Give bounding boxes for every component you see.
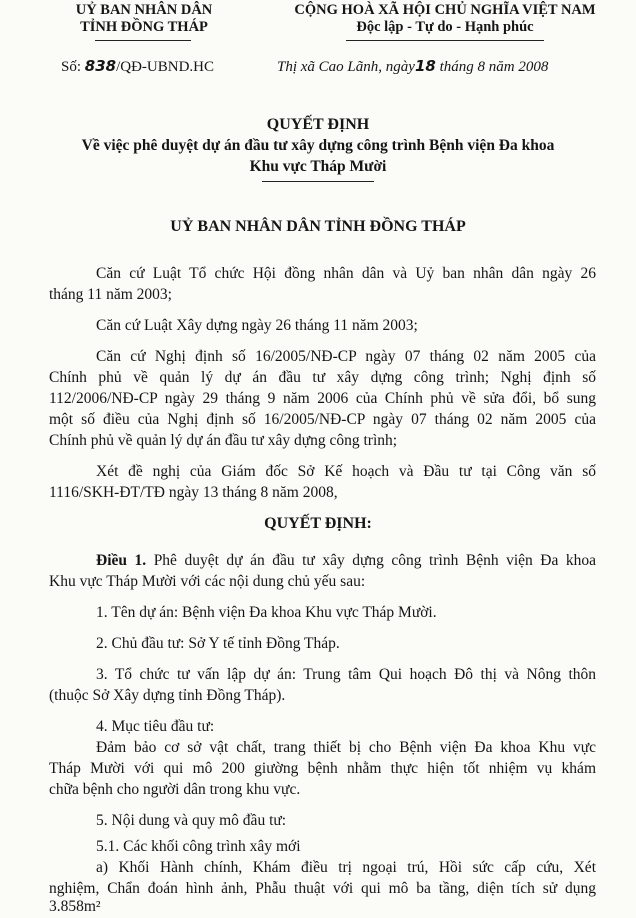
agency-name-line1: UỶ BAN NHÂN DÂN: [75, 2, 213, 18]
number-suffix: /QĐ-UBND.HC: [116, 59, 214, 75]
handwritten-number: 838: [84, 57, 117, 75]
subject-line1: Về việc phê duyệt dự án đầu tư xây dựng công trình Bệnh viện Đa khoa: [81, 137, 555, 154]
item51a-line1: a) Khối Hành chính, Khám điều trị ngoại trú, Hồi sức cấp cứu, Xét: [96, 859, 596, 876]
preamble-p1-line1: Căn cứ Luật Tổ chức Hội đồng nhân dân và Uỷ ban nhân dân ngày 26: [96, 265, 596, 282]
item1-project-name: 1. Tên dự án: Bệnh viện Đa khoa Khu vực Tháp Mười.: [96, 604, 437, 621]
item2-investor: 2. Chủ đầu tư: Sở Y tế tỉnh Đồng Tháp.: [96, 635, 340, 652]
item51a-line3: 3.858m²: [49, 898, 101, 915]
agency-underline: [95, 40, 191, 41]
item4-line1: Đảm bảo cơ sở vật chất, trang thiết bị cho Bệnh viện Đa khoa Khu vực: [96, 739, 596, 756]
preamble-p3-line3: 112/2006/NĐ-CP ngày 29 tháng 9 năm 2006 của Chính phủ về sửa đổi, bổ sung: [49, 390, 596, 407]
agency-name-line2: TỈNH ĐỒNG THÁP: [80, 19, 208, 35]
article1-line1: [96, 550, 596, 572]
date-suffix: tháng 8 năm 2008: [439, 59, 549, 75]
handwritten-day: 18: [414, 57, 436, 75]
item51-heading: 5.1. Các khối công trình xây mới: [96, 838, 301, 855]
national-title: CỘNG HOÀ XÃ HỘI CHỦ NGHĨA VIỆT NAM: [294, 2, 596, 18]
issuing-authority: UỶ BAN NHÂN DÂN TỈNH ĐỒNG THÁP: [170, 218, 466, 235]
preamble-p4-line1: Xét đề nghị của Giám đốc Sở Kế hoạch và Đầu tư tại Công văn số: [96, 463, 596, 480]
number-prefix: Số:: [61, 59, 82, 75]
item5-heading: 5. Nội dung và quy mô đầu tư:: [96, 812, 287, 829]
title-underline: [262, 181, 374, 182]
preamble-p3-line1: Căn cứ Nghị định số 16/2005/NĐ-CP ngày 07 tháng 02 năm 2005 của: [96, 348, 596, 365]
item3-line1: 3. Tổ chức tư vấn lập dự án: Trung tâm Qui hoạch Đô thị và Nông thôn: [96, 666, 596, 683]
article1-text: Phê duyệt dự án đầu tư xây dựng công trình Bệnh viện Đa khoa: [153, 552, 597, 569]
national-motto: Độc lập - Tự do - Hạnh phúc: [356, 19, 534, 35]
item3-line2: (thuộc Sở Xây dựng tỉnh Đồng Tháp).: [49, 687, 286, 704]
preamble-p2: Căn cứ Luật Xây dựng ngày 26 tháng 11 năm 2003;: [96, 317, 418, 334]
subject-line2: Khu vực Tháp Mười: [249, 158, 387, 175]
article1-line2: Khu vực Tháp Mười với các nội dung chủ yếu sau:: [49, 573, 366, 590]
preamble-p3-line2: Chính phủ về quản lý dự án đầu tư xây dựng công trình; Nghị định số: [49, 369, 596, 386]
item4-heading: 4. Mục tiêu đầu tư:: [96, 718, 215, 735]
date-prefix: Thị xã Cao Lãnh, ngày: [277, 59, 415, 75]
preamble-p3-line4: một số điều của Nghị định số 16/2005/NĐ-CP ngày 07 tháng 02 năm 2005 của: [49, 411, 596, 428]
motto-underline: [346, 40, 544, 41]
item4-line3: chữa bệnh cho người dân trong khu vực.: [49, 781, 301, 798]
item51a-line2: nghiệm, Chẩn đoán hình ảnh, Phẫu thuật với qui mô ba tầng, diện tích sử dụng: [49, 880, 596, 897]
preamble-p4-line2: 1116/SKH-ĐT/TĐ ngày 13 tháng 8 năm 2008,: [49, 484, 338, 501]
preamble-p3-line5: Chính phủ về quản lý dự án đầu tư xây dựng công trình;: [49, 432, 398, 449]
item4-line2: Tháp Mười với qui mô 200 giường bệnh nhằm thực hiện tốt nhiệm vụ khám: [49, 760, 596, 777]
article1-label: Điều 1.: [96, 552, 147, 569]
decision-heading: QUYẾT ĐỊNH:: [264, 515, 372, 532]
document-date: [277, 57, 548, 76]
preamble-p1-line2: tháng 11 năm 2003;: [49, 286, 172, 303]
document-number: [61, 57, 214, 76]
document-title: QUYẾT ĐỊNH: [266, 116, 370, 133]
